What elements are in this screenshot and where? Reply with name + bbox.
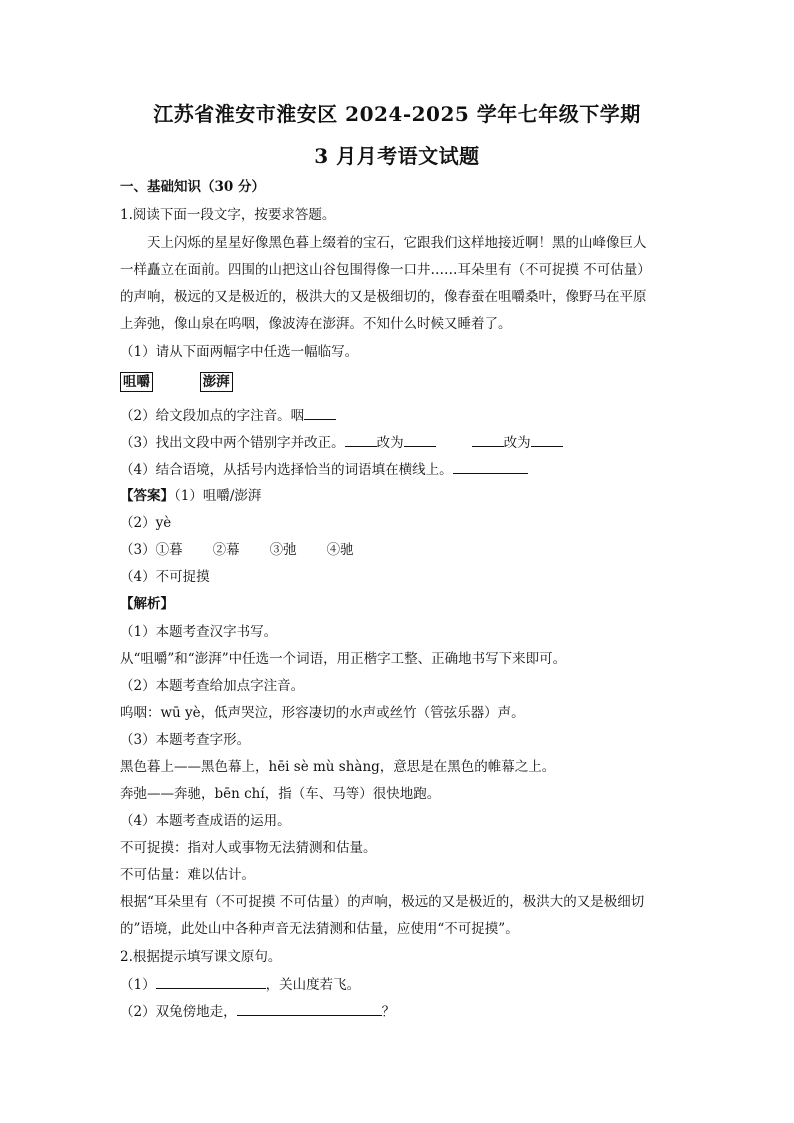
fill-sentence-2: （2）双兔傍地走， ？ <box>120 1001 395 1022</box>
analysis-line: 的”语境，此处山中各种声音无法猜测和估量，应使用“不可捉摸”。 <box>120 921 519 937</box>
calligraphy-box-2: 澎湃 <box>200 372 233 392</box>
analysis-line: （2）本题考查给加点字注音。 <box>120 678 305 694</box>
analysis-line: 不可捉摸：指对人或事物无法猜测和估量。 <box>120 840 377 856</box>
sub-question-2: （2）给文段加点的字注音。咽 <box>120 405 336 426</box>
answer-blank[interactable] <box>304 405 336 420</box>
sub-question-1: （1）请从下面两幅字中任选一幅临写。 <box>120 344 359 360</box>
passage-line-2: 一样矗立在面前。四围的山把这山谷包围得像一口井……耳朵里有（不可捉摸 不可估量） <box>120 262 651 278</box>
analysis-line: 奔弛——奔驰，bēn chí，指（车、马等）很快地跑。 <box>120 786 441 802</box>
analysis-line: 呜咽：wū yè，低声哭泣，形容凄切的水声或丝竹（管弦乐器）声。 <box>120 705 525 721</box>
analysis-line: 根据“耳朵里有（不可捉摸 不可估量）的声响，极远的又是极近的，极洪大的又是极细切 <box>120 894 645 910</box>
calligraphy-boxes <box>120 372 233 392</box>
fill-sentence-1: （1） ，关山度若飞。 <box>120 974 360 995</box>
passage-line-4: 上奔弛，像山泉在呜咽，像波涛在澎湃。不知什么时候又睡着了。 <box>120 316 512 332</box>
question-2-prompt: 2.根据提示填写课文原句。 <box>120 949 282 965</box>
page-title-line2: 3 月月考语文试题 <box>314 144 480 168</box>
analysis-line: 不可估量：难以估计。 <box>120 867 255 883</box>
answer-blank[interactable] <box>345 432 377 447</box>
passage-line-3: 的声响，极远的又是极近的，极洪大的又是极细切的，像春蚕在咀嚼桑叶，像野马在平原 <box>120 289 647 305</box>
answer-blank[interactable] <box>472 432 504 447</box>
analysis-label: 【解析】 <box>120 596 174 612</box>
answer-blank[interactable] <box>453 459 528 474</box>
analysis-line: （4）本题考查成语的运用。 <box>120 813 291 829</box>
answer-line-3: （3）①暮 ②幕 ③弛 ④驰 <box>120 542 354 558</box>
section-heading: 一、基础知识（30 分） <box>120 179 265 195</box>
analysis-line: （1）本题考查汉字书写。 <box>120 624 278 640</box>
sub-question-3: （3）找出文段中两个错别字并改正。 改为 改为 <box>120 432 563 453</box>
answer-blank[interactable] <box>404 432 436 447</box>
analysis-line: （3）本题考查字形。 <box>120 732 251 748</box>
answer-blank[interactable] <box>156 974 266 989</box>
answer-line-2: （2）yè <box>120 515 172 531</box>
question-1-prompt: 1.阅读下面一段文字，按要求答题。 <box>120 207 336 223</box>
answer-blank[interactable] <box>237 1001 382 1016</box>
calligraphy-box-1: 咀嚼 <box>120 372 153 392</box>
answer-line-1: 【答案】（1）咀嚼/澎湃 <box>120 488 262 504</box>
analysis-line: 从“咀嚼”和“澎湃”中任选一个词语，用正楷字工整、正确地书写下来即可。 <box>120 651 567 667</box>
answer-line-4: （4）不可捉摸 <box>120 569 210 585</box>
analysis-line: 黑色暮上——黑色幕上，hēi sè mù shàng，意思是在黑色的帷幕之上。 <box>120 759 556 775</box>
sub-question-4: （4）结合语境，从括号内选择恰当的词语填在横线上。 <box>120 459 528 480</box>
page-title-line1: 江苏省淮安市淮安区 2024-2025 学年七年级下学期 <box>153 102 641 126</box>
answer-blank[interactable] <box>531 432 563 447</box>
passage-line-1: 天上闪烁的星星好像黑色暮上缀着的宝石，它跟我们这样地接近啊！黑的山峰像巨人 <box>147 235 647 251</box>
